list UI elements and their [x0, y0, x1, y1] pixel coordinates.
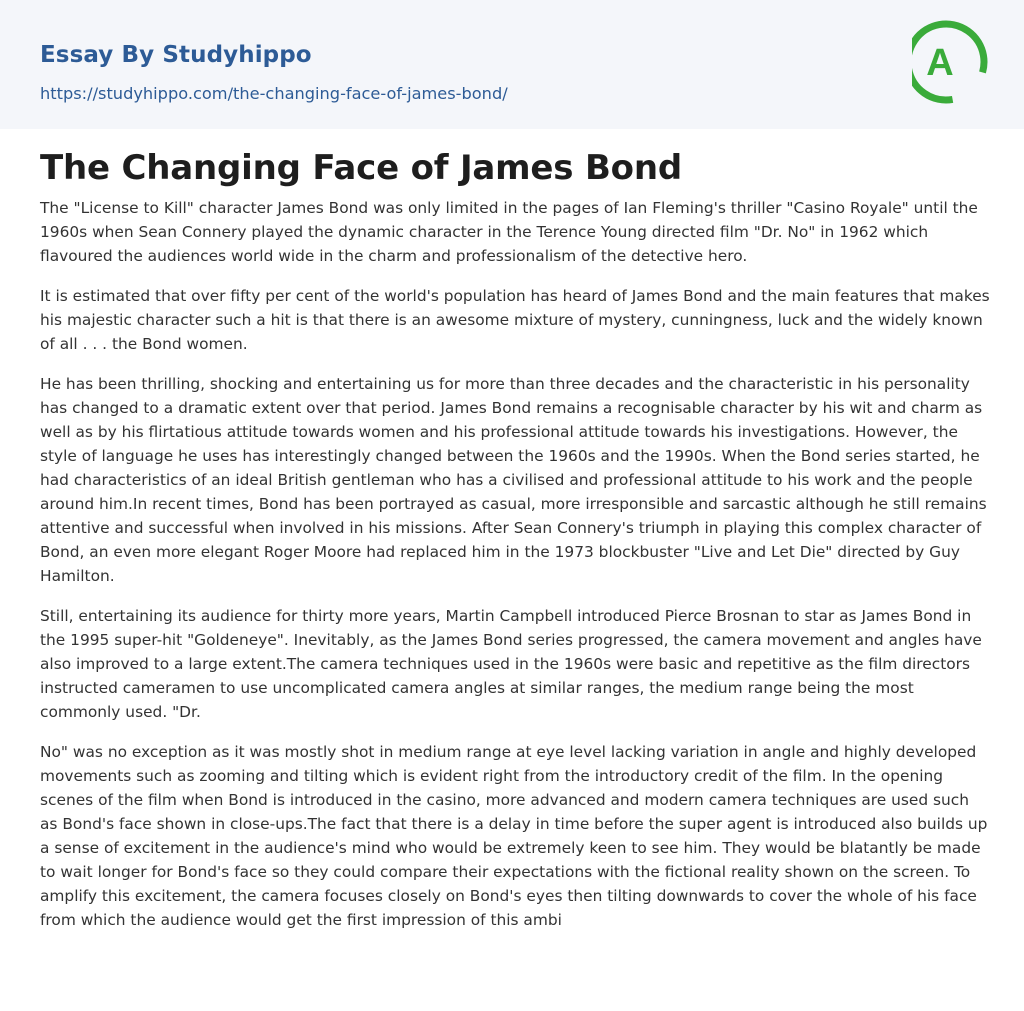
article-paragraph: No" was no exception as it was mostly shot in medium range at eye level lacking variation in angle and highly developed movements such as zooming and tilting which is evident right from the introductory credit of the film. In the opening scenes of the film when Bond is introduced in the casino, more advanced and modern camera techniques are used such as Bond's face shown in close-ups.The fact that there is a delay in time before the super agent is introduced also builds up a sense of excitement in the audience's mind who would be extremely keen to see him. They would be blatantly be made to wait longer for Bond's face so they could compare their expectations with the fictional reality shown on the screen. To amplify this excitement, the camera focuses closely on Bond's eyes then tilting downwards to cover the whole of his face from which the audience would get the first impression of this ambi: [40, 743, 988, 929]
article: [40, 144, 990, 948]
logo-letter: A: [926, 42, 954, 84]
article-paragraph: The "License to Kill" character James Bond was only limited in the pages of Ian Fleming's thriller "Casino Royale" until the 1960s when Sean Connery played the dynamic character in the Terence Young directed film "Dr. No" in 1962 which flavoured the audiences world wide in the charm and professionalism of the detective hero.: [40, 199, 978, 265]
studyhippo-logo-icon[interactable]: [912, 18, 988, 106]
page-url-link[interactable]: https://studyhippo.com/the-changing-face-of-james-bond/: [40, 84, 508, 103]
site-brand[interactable]: Essay By Studyhippo: [40, 42, 312, 68]
article-paragraph: Still, entertaining its audience for thirty more years, Martin Campbell introduced Pierce Brosnan to star as James Bond in the 1995 super-hit "Goldeneye". Inevitably, as the James Bond series progressed, the camera movement and angles have also improved to a large extent.The camera techniques used in the 1960s were basic and repetitive as the film directors instructed cameramen to use uncomplicated camera angles at similar ranges, the medium range being the most commonly used. "Dr.: [40, 607, 982, 721]
site-header: [0, 0, 1024, 129]
article-paragraph: It is estimated that over fifty per cent of the world's population has heard of James Bond and the main features that makes his majestic character such a hit is that there is an awesome mixture of mystery, cunningness, luck and the widely known of all . . . the Bond women.: [40, 287, 990, 353]
article-paragraph: He has been thrilling, shocking and entertaining us for more than three decades and the characteristic in his personality has changed to a dramatic extent over that period. James Bond remains a recognisable character by his wit and charm as well as by his flirtatious attitude towards women and his professional attitude towards his investigations. However, the style of language he uses has interestingly changed between the 1960s and the 1990s. When the Bond series started, he had characteristics of an ideal British gentleman who has a civilised and professional attitude to his work and the people around him.In recent times, Bond has been portrayed as casual, more irresponsible and sarcastic although he still remains attentive and successful when involved in his missions. After Sean Connery's triumph in playing this complex character of Bond, an even more elegant Roger Moore had replaced him in the 1973 blockbuster "Live and Let Die" directed by Guy Hamilton.: [40, 375, 987, 585]
page-title: The Changing Face of James Bond: [40, 148, 682, 188]
